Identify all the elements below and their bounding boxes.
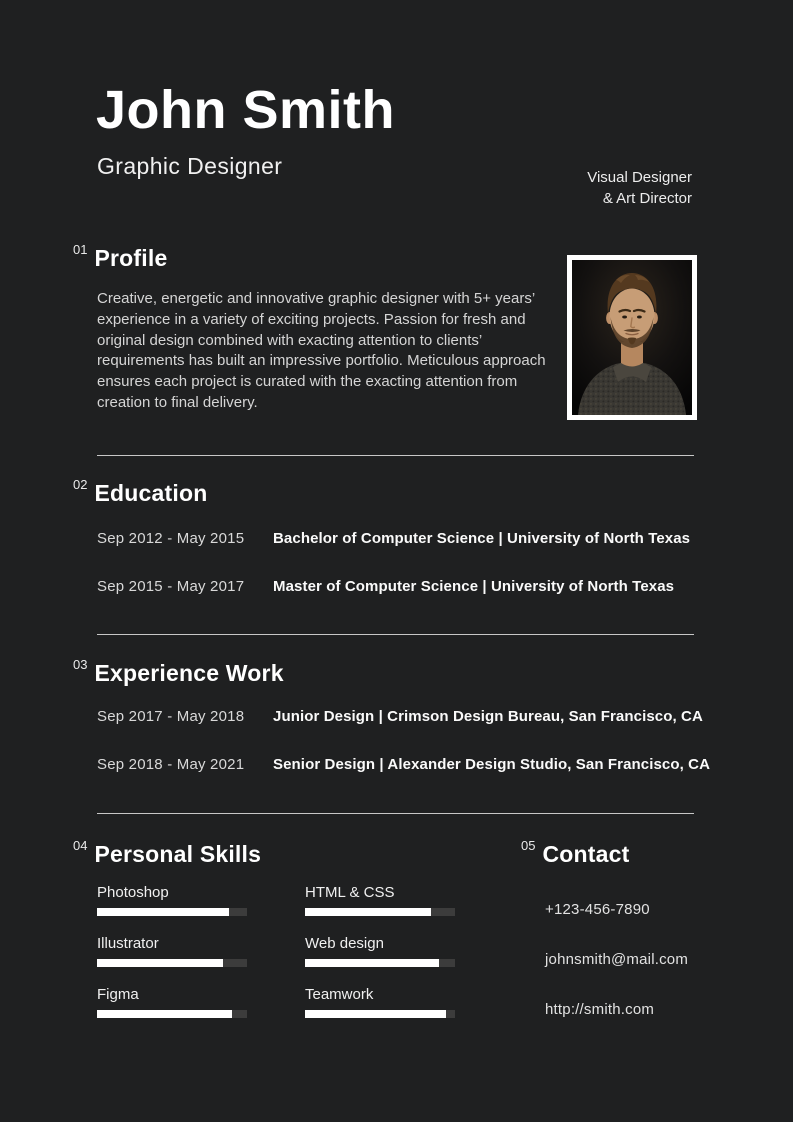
education-section-number: 02: [73, 477, 88, 492]
education-section-title: Education: [94, 480, 208, 506]
section-divider: [97, 634, 694, 635]
skill-item: [305, 935, 455, 967]
portrait-illustration: [572, 260, 692, 415]
skill-progress-fill: [97, 908, 229, 916]
skill-item: [97, 935, 247, 967]
education-dates: Sep 2015 - May 2017: [97, 578, 245, 595]
skill-item: [97, 884, 247, 916]
skill-progress-bar: [305, 908, 455, 916]
experience-row: [97, 707, 703, 726]
side-title: [587, 167, 692, 209]
profile-section-heading: [73, 242, 167, 271]
contact-email[interactable]: johnsmith@mail.com: [545, 951, 689, 968]
skill-progress-bar: [305, 959, 455, 967]
skill-progress-bar: [97, 1010, 247, 1018]
skill-progress-bar: [97, 959, 247, 967]
profile-section-number: 01: [73, 242, 88, 257]
skill-label: Teamwork: [305, 986, 374, 1003]
skills-section-number: 04: [73, 838, 88, 853]
contact-section-title: Contact: [542, 841, 630, 867]
profile-section-title: Profile: [94, 245, 168, 271]
skill-progress-fill: [97, 1010, 232, 1018]
education-row: [97, 577, 674, 596]
skill-label: Photoshop: [97, 884, 169, 901]
experience-description: Senior Design | Alexander Design Studio, San Francisco, CA: [273, 756, 711, 773]
portrait-photo: [567, 255, 697, 420]
education-description: Bachelor of Computer Science | University of North Texas: [273, 530, 691, 547]
skill-progress-bar: [305, 1010, 455, 1018]
education-section-heading: [73, 477, 207, 506]
education-dates: Sep 2012 - May 2015: [97, 530, 245, 547]
experience-dates: Sep 2018 - May 2021: [97, 756, 245, 773]
education-description: Master of Computer Science | University of North Texas: [273, 578, 675, 595]
skill-progress-fill: [305, 1010, 446, 1018]
education-row: [97, 529, 690, 548]
contact-section-heading: [521, 838, 629, 867]
contact-section-number: 05: [521, 838, 536, 853]
skill-item: [305, 986, 455, 1018]
skills-section-title: Personal Skills: [94, 841, 262, 867]
experience-section-heading: [73, 657, 284, 686]
experience-section-title: Experience Work: [94, 660, 284, 686]
person-name: John Smith: [96, 80, 395, 140]
skill-label: HTML & CSS: [305, 884, 395, 901]
side-title-line1: Visual Designer: [587, 169, 692, 186]
skill-item: [305, 884, 455, 916]
experience-dates: Sep 2017 - May 2018: [97, 708, 245, 725]
section-divider: [97, 455, 694, 456]
skill-label: Illustrator: [97, 935, 159, 952]
skill-item: [97, 986, 247, 1018]
skill-label: Figma: [97, 986, 139, 1003]
skill-progress-fill: [305, 908, 431, 916]
experience-row: [97, 755, 710, 774]
contact-phone[interactable]: +123-456-7890: [545, 901, 650, 918]
side-title-line2: & Art Director: [602, 190, 692, 207]
skill-progress-bar: [97, 908, 247, 916]
contact-website[interactable]: http://smith.com: [545, 1001, 655, 1018]
skills-grid: [97, 884, 455, 1018]
experience-section-number: 03: [73, 657, 88, 672]
skills-section-heading: [73, 838, 261, 867]
skill-progress-fill: [305, 959, 439, 967]
experience-description: Junior Design | Crimson Design Bureau, San Francisco, CA: [273, 708, 703, 725]
profile-text: Creative, energetic and innovative graphic designer with 5+ years’ experience in a variety of exciting projects. Passion for fresh and original design combined with exacting attention to clients’ requirements has built an impressive portfolio. Meticulous approach ensures each project is curated with the exacting attention from creation to final delivery.: [97, 290, 546, 411]
skill-progress-fill: [97, 959, 223, 967]
skill-label: Web design: [305, 935, 384, 952]
section-divider: [97, 813, 694, 814]
job-title: Graphic Designer: [97, 153, 283, 179]
